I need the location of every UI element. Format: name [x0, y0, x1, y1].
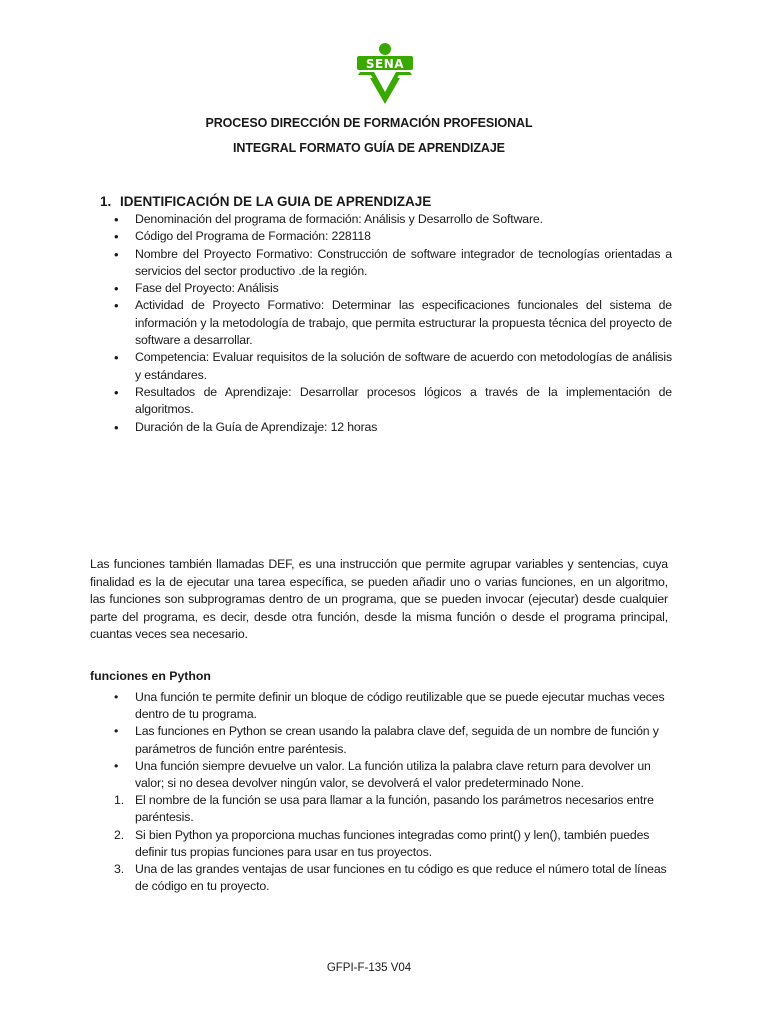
list-marker: 1. — [114, 793, 124, 808]
list-item — [114, 689, 674, 723]
list-item — [114, 861, 674, 895]
list-item — [114, 792, 674, 826]
subsection-heading: funciones en Python — [90, 669, 211, 683]
list-item-text: Una función te permite definir un bloque de código reutilizable que se puede ejecutar muchas veces dentro de tu programa. — [135, 690, 665, 722]
list-item: • Duración de la Guía de Aprendizaje: 12 horas — [114, 419, 672, 436]
list-item: • Actividad de Proyecto Formativo: Determinar las especificaciones funcionales del sistema de información y la metodología de trabajo, que permita estructurar la propuesta técnica del proyecto de software a desarrollar. — [114, 297, 672, 349]
section-heading — [100, 194, 431, 209]
sena-logo — [354, 42, 416, 104]
list-item — [114, 723, 674, 757]
list-marker: • — [114, 724, 119, 739]
section-title: IDENTIFICACIÓN DE LA GUIA DE APRENDIZAJE — [120, 194, 432, 209]
footer-code: GFPI-F-135 V04 — [326, 962, 412, 974]
list-item: • Resultados de Aprendizaje: Desarrollar procesos lógicos a través de la implementación de algoritmos. — [114, 384, 672, 419]
document-title-line-2: INTEGRAL FORMATO GUÍA DE APRENDIZAJE — [233, 141, 505, 155]
sena-logo-icon — [354, 42, 416, 104]
list-marker: 3. — [114, 862, 124, 877]
list-marker: • — [114, 758, 119, 773]
list-item: • Nombre del Proyecto Formativo: Construcción de software integrador de tecnologías orientadas a servicios del sector productivo .de la región. — [114, 246, 672, 281]
list-item: • Código del Programa de Formación: 228118 — [114, 228, 672, 245]
list-item: • Fase del Proyecto: Análisis — [114, 280, 672, 297]
document-title-line-1: PROCESO DIRECCIÓN DE FORMACIÓN PROFESIONAL — [205, 116, 533, 130]
list-item — [114, 758, 674, 792]
list-marker: • — [114, 690, 119, 704]
list-item-text: El nombre de la función se usa para llamar a la función, pasando los parámetros necesarios entre paréntesis. — [135, 793, 654, 825]
identification-list — [114, 211, 672, 436]
list-item-text: Si bien Python ya proporciona muchas funciones integradas como print() y len(), también puedes definir tus propias funciones para usar en tus proyectos. — [135, 827, 650, 859]
list-item-text: Las funciones en Python se crean usando la palabra clave def, seguida de un nombre de función y parámetros de función entre paréntesis. — [135, 724, 659, 756]
list-item-text: Una de las grandes ventajas de usar funciones en tu código es que reduce el número total de líneas de código en tu proyecto. — [135, 862, 667, 894]
section-number: 1. — [100, 194, 112, 209]
list-item: • Denominación del programa de formación: Análisis y Desarrollo de Software. — [114, 211, 672, 228]
list-item: • Competencia: Evaluar requisitos de la solución de software de acuerdo con metodologías de análisis y estándares. — [114, 349, 672, 384]
list-item — [114, 827, 674, 861]
list-marker: 2. — [114, 827, 124, 842]
python-functions-list — [114, 689, 674, 895]
logo-label: SENA — [365, 57, 405, 71]
intro-paragraph: Las funciones también llamadas DEF, es una instrucción que permite agrupar variables y sentencias, cuya finalidad es la de ejecutar una tarea específica, se pueden añadir uno o varias funciones, en un algoritmo, las funciones son subprogramas dentro de un programa, que se pueden invocar (ejecutar) desde cualquier parte del programa, es decir, desde otra función, desde la misma función o desde el programa principal, cuantas veces sea necesario. — [90, 557, 668, 641]
list-item-text: Una función siempre devuelve un valor. La función utiliza la palabra clave return para devolver un valor; si no desea devolver ningún valor, se devolverá el valor predeterminado None. — [135, 758, 651, 791]
